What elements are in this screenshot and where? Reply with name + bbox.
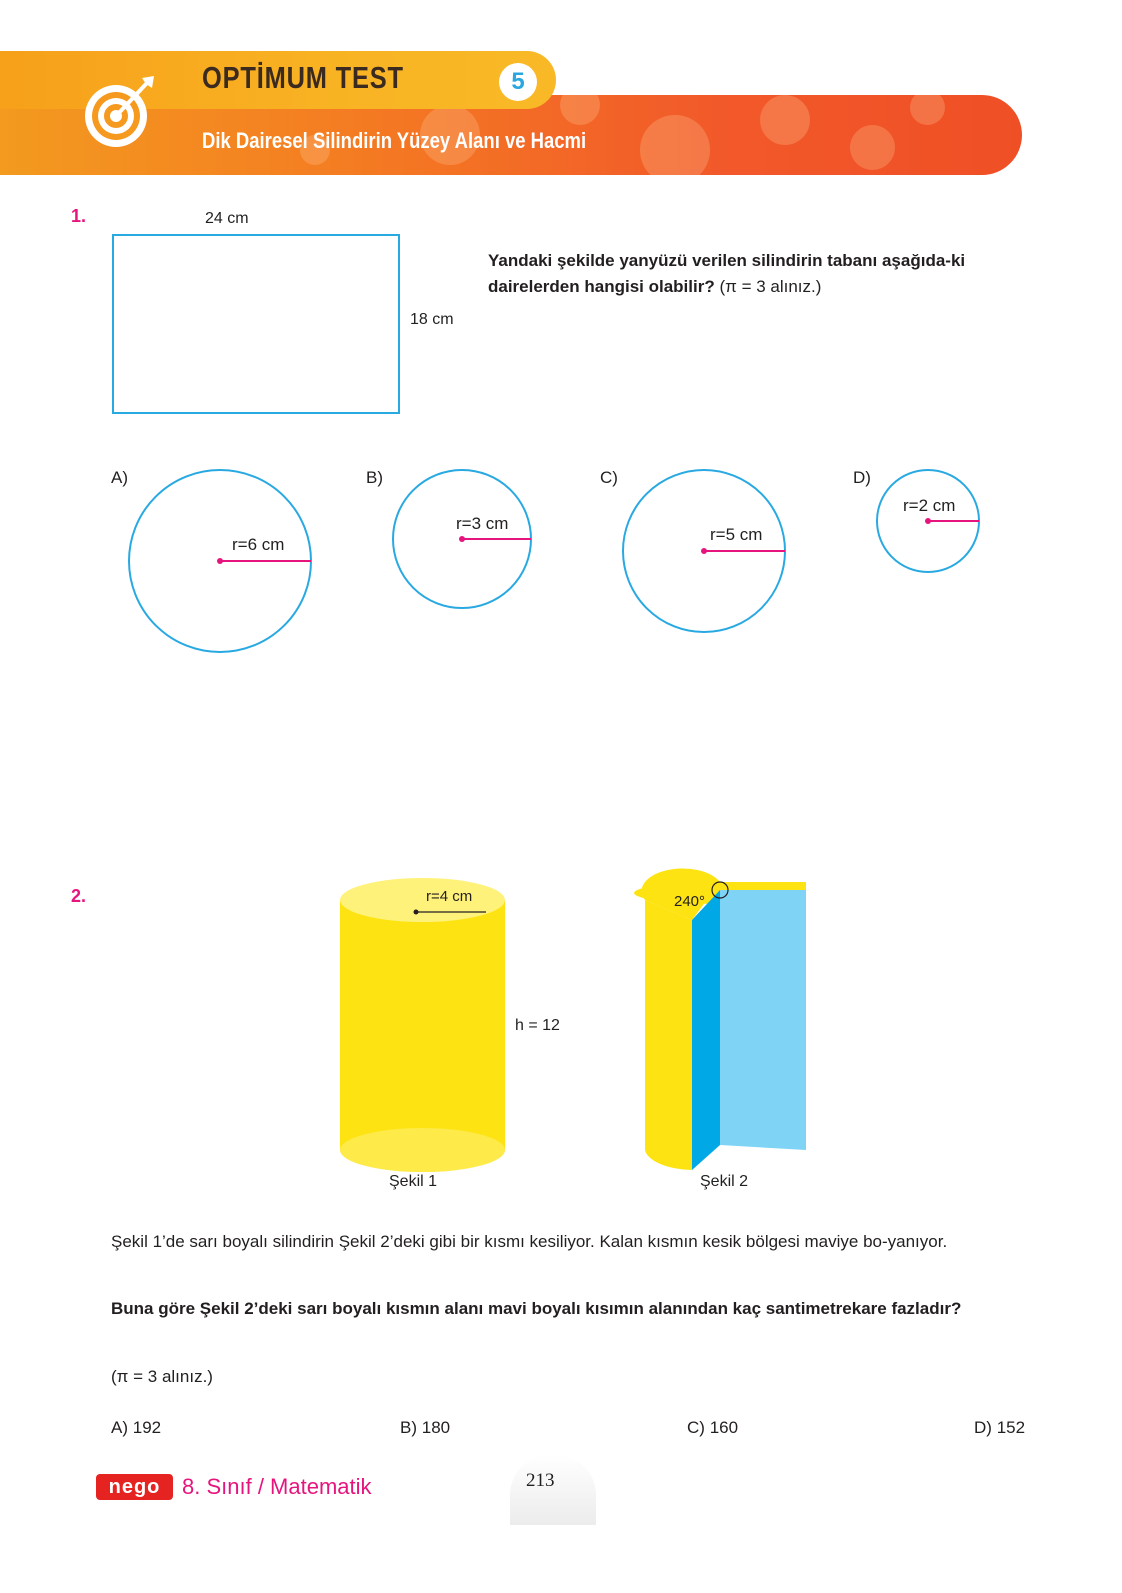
question-2-note: (π = 3 alınız.) [111, 1367, 213, 1386]
q2-option-c[interactable] [687, 1415, 738, 1441]
q2-option-c-letter: C) [687, 1418, 705, 1437]
cylinder-radius-label: r=4 cm [426, 888, 473, 905]
question-2-question: Buna göre Şekil 2’deki sarı boyalı kısmın alanı mavi boyalı kısımın alanından kaç santimetrekare fazladır? [111, 1299, 962, 1318]
cylinder-height-label: h = 12 [515, 1017, 560, 1034]
radius-label-d: r=2 cm [903, 496, 956, 515]
q2-option-a[interactable] [111, 1415, 161, 1441]
cylinder-figure-1 [340, 878, 505, 1172]
question-2-number: 2. [71, 886, 87, 906]
q2-option-b-value: 180 [421, 1418, 451, 1437]
figure-1-caption: Şekil 1 [389, 1173, 438, 1190]
q2-option-d-value: 152 [996, 1418, 1026, 1437]
circle-option-b [393, 470, 531, 608]
circle-option-c [623, 470, 785, 632]
q2-option-b[interactable] [400, 1415, 450, 1441]
cylinder-figure-2 [634, 868, 806, 1170]
q2-option-a-value: 192 [132, 1418, 162, 1437]
radius-label-c: r=5 cm [710, 525, 763, 544]
radius-label-b: r=3 cm [456, 514, 509, 533]
option-d-letter[interactable]: D) [853, 468, 871, 487]
q1-circles [0, 0, 1122, 700]
q2-option-c-value: 160 [709, 1418, 739, 1437]
figure-2-caption: Şekil 2 [700, 1173, 749, 1190]
question-1-note: (π = 3 alınız.) [714, 277, 822, 296]
test-subtitle: Dik Dairesel Silindirin Yüzey Alanı ve Hacmi [202, 128, 587, 153]
cut-angle-label: 240° [674, 893, 706, 910]
q2-option-d-letter: D) [974, 1418, 992, 1437]
circle-option-d [877, 470, 979, 572]
question-1-bold: Yandaki şekilde yanyüzü verilen silindirin tabanı aşağıda-ki dairelerden hangisi olabilir? [488, 251, 966, 296]
question-2-text: Şekil 1’de sarı boyalı silindirin Şekil 2’deki gibi bir kısmı kesiliyor. Kalan kısmın kesik bölgesi maviye bo-yanıyor. [111, 1232, 948, 1251]
option-c-letter[interactable]: C) [600, 468, 618, 487]
footer-course-label: 8. Sınıf / Matematik [182, 1474, 372, 1499]
option-b-letter[interactable]: B) [366, 468, 383, 487]
radius-label-a: r=6 cm [232, 535, 285, 554]
rect-height-label: 18 cm [410, 311, 454, 328]
circle-option-a [129, 470, 311, 652]
test-number-badge: 5 [499, 63, 537, 101]
question-1-number: 1. [71, 206, 87, 226]
q2-option-b-letter: B) [400, 1418, 417, 1437]
page-number: 213 [526, 1470, 555, 1491]
test-title: OPTİMUM TEST [202, 60, 404, 95]
q2-option-d[interactable] [974, 1415, 1025, 1441]
q2-figures [0, 860, 1122, 1180]
q2-option-a-letter: A) [111, 1418, 128, 1437]
rect-width-label: 24 cm [205, 210, 249, 227]
publisher-logo: nego [96, 1474, 173, 1500]
option-a-letter[interactable]: A) [111, 468, 128, 487]
